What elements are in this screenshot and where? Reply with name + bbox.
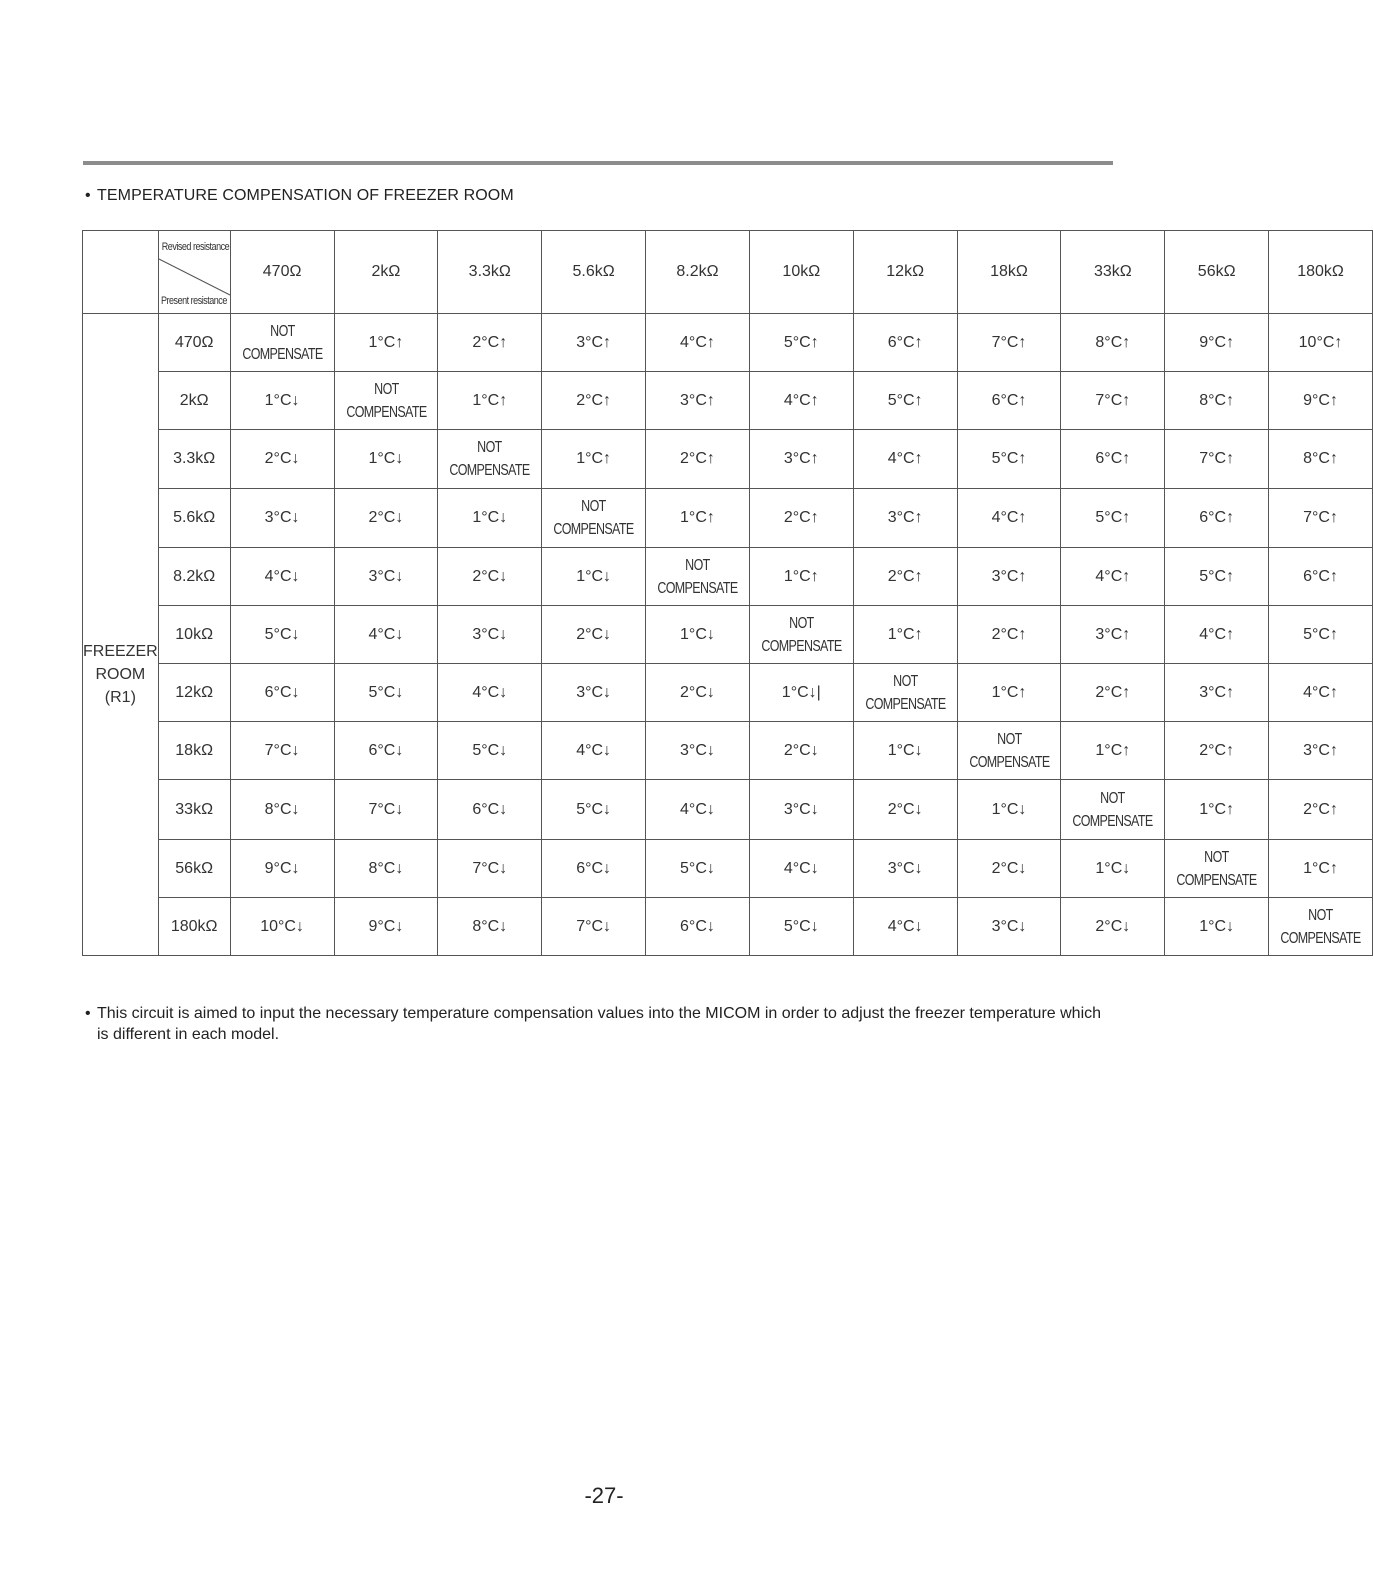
row-group-label-line: (R1) xyxy=(104,689,136,706)
compensation-cell: 7°C↑ xyxy=(1061,372,1165,430)
compensation-cell: 2°C↑ xyxy=(853,548,957,606)
compensation-cell: 4°C↓ xyxy=(438,664,542,722)
not-compensate-cell xyxy=(853,664,957,722)
not-compensate-cell xyxy=(334,372,438,430)
compensation-cell: 7°C↓ xyxy=(542,898,646,956)
corner-blank-cell xyxy=(83,231,159,314)
compensation-cell: 3°C↑ xyxy=(1165,664,1269,722)
compensation-cell: 7°C↓ xyxy=(438,840,542,898)
compensation-cell: 5°C↓ xyxy=(438,722,542,780)
compensation-cell: 4°C↓ xyxy=(853,898,957,956)
table-row xyxy=(83,489,1373,548)
not-compensate-cell xyxy=(1165,840,1269,898)
compensation-cell: 1°C↓ xyxy=(646,606,750,664)
row-header: 5.6kΩ xyxy=(158,489,230,548)
col-header-3-3k: 3.3kΩ xyxy=(438,231,542,314)
compensation-cell: 1°C↓ xyxy=(542,548,646,606)
compensation-cell: 5°C↓ xyxy=(542,780,646,840)
bullet: • xyxy=(85,187,91,204)
compensation-cell: 2°C↑ xyxy=(1165,722,1269,780)
not-compensate-text: NOT COMPENSATE xyxy=(1280,906,1361,947)
header-row xyxy=(83,231,1373,314)
col-header-33k: 33kΩ xyxy=(1061,231,1165,314)
compensation-cell: 3°C↑ xyxy=(542,314,646,372)
not-compensate-text: NOT COMPENSATE xyxy=(1072,789,1153,830)
compensation-cell: 4°C↓ xyxy=(749,840,853,898)
compensation-cell: 8°C↓ xyxy=(438,898,542,956)
compensation-cell: 4°C↑ xyxy=(957,489,1061,548)
compensation-cell: 3°C↓ xyxy=(334,548,438,606)
table-row xyxy=(83,548,1373,606)
compensation-cell: 5°C↓ xyxy=(646,840,750,898)
compensation-cell: 3°C↓ xyxy=(438,606,542,664)
compensation-cell: 3°C↑ xyxy=(853,489,957,548)
compensation-cell: 4°C↓ xyxy=(334,606,438,664)
col-header-12k: 12kΩ xyxy=(853,231,957,314)
compensation-cell: 6°C↓ xyxy=(230,664,334,722)
table-row xyxy=(83,314,1373,372)
compensation-cell: 1°C↑ xyxy=(1269,840,1373,898)
not-compensate-text: NOT COMPENSATE xyxy=(761,614,842,655)
table-row xyxy=(83,430,1373,489)
compensation-cell: 6°C↑ xyxy=(957,372,1061,430)
col-header-10k: 10kΩ xyxy=(749,231,853,314)
row-header: 56kΩ xyxy=(158,840,230,898)
compensation-cell: 3°C↑ xyxy=(1061,606,1165,664)
compensation-cell: 3°C↓ xyxy=(646,722,750,780)
compensation-cell: 3°C↓ xyxy=(542,664,646,722)
row-header: 3.3kΩ xyxy=(158,430,230,489)
compensation-cell: 1°C↓ xyxy=(957,780,1061,840)
compensation-cell: 9°C↑ xyxy=(1165,314,1269,372)
not-compensate-cell xyxy=(230,314,334,372)
footnote xyxy=(85,1003,1125,1045)
compensation-cell: 4°C↓ xyxy=(646,780,750,840)
compensation-cell: 1°C↑ xyxy=(1061,722,1165,780)
compensation-cell: 4°C↑ xyxy=(1061,548,1165,606)
revised-resistance-label: Revised resistance xyxy=(161,241,229,253)
compensation-cell: 1°C↑ xyxy=(1165,780,1269,840)
row-header: 18kΩ xyxy=(158,722,230,780)
not-compensate-text: NOT COMPENSATE xyxy=(865,672,946,713)
compensation-cell: 5°C↑ xyxy=(1061,489,1165,548)
corner-diagonal-cell xyxy=(158,231,230,314)
compensation-cell: 2°C↑ xyxy=(438,314,542,372)
compensation-cell: 5°C↑ xyxy=(853,372,957,430)
compensation-cell: 4°C↓ xyxy=(230,548,334,606)
compensation-cell: 2°C↑ xyxy=(1061,664,1165,722)
row-group-label xyxy=(83,314,159,956)
section-heading xyxy=(85,187,514,205)
compensation-cell: 2°C↓ xyxy=(957,840,1061,898)
compensation-cell: 4°C↑ xyxy=(749,372,853,430)
compensation-cell: 5°C↓ xyxy=(334,664,438,722)
compensation-cell: 4°C↑ xyxy=(646,314,750,372)
not-compensate-text: NOT COMPENSATE xyxy=(1176,848,1257,889)
compensation-cell: 1°C↓ xyxy=(1165,898,1269,956)
col-header-56k: 56kΩ xyxy=(1165,231,1269,314)
compensation-cell: 10°C↑ xyxy=(1269,314,1373,372)
compensation-cell: 2°C↑ xyxy=(542,372,646,430)
compensation-cell: 4°C↑ xyxy=(1165,606,1269,664)
col-header-470: 470Ω xyxy=(230,231,334,314)
compensation-cell: 6°C↑ xyxy=(853,314,957,372)
table-row xyxy=(83,898,1373,956)
not-compensate-cell xyxy=(1061,780,1165,840)
compensation-cell: 3°C↓ xyxy=(749,780,853,840)
row-header: 8.2kΩ xyxy=(158,548,230,606)
not-compensate-cell xyxy=(957,722,1061,780)
compensation-cell: 6°C↑ xyxy=(1269,548,1373,606)
row-header: 33kΩ xyxy=(158,780,230,840)
row-header: 12kΩ xyxy=(158,664,230,722)
compensation-cell: 5°C↑ xyxy=(749,314,853,372)
col-header-18k: 18kΩ xyxy=(957,231,1061,314)
compensation-cell: 5°C↓ xyxy=(230,606,334,664)
row-group-label-line: ROOM xyxy=(95,666,146,683)
compensation-cell: 1°C↑ xyxy=(749,548,853,606)
table-row xyxy=(83,372,1373,430)
compensation-cell: 2°C↓ xyxy=(230,430,334,489)
compensation-cell: 1°C↑ xyxy=(646,489,750,548)
not-compensate-cell xyxy=(1269,898,1373,956)
compensation-cell: 7°C↑ xyxy=(1269,489,1373,548)
compensation-cell: 2°C↓ xyxy=(1061,898,1165,956)
compensation-cell: 6°C↓ xyxy=(646,898,750,956)
compensation-cell: 3°C↑ xyxy=(646,372,750,430)
not-compensate-text: NOT COMPENSATE xyxy=(968,730,1050,771)
compensation-cell: 10°C↓ xyxy=(230,898,334,956)
compensation-cell: 4°C↑ xyxy=(1269,664,1373,722)
compensation-cell: 2°C↓ xyxy=(646,664,750,722)
compensation-cell: 8°C↓ xyxy=(334,840,438,898)
compensation-cell: 2°C↑ xyxy=(957,606,1061,664)
compensation-cell: 7°C↑ xyxy=(1165,430,1269,489)
not-compensate-text: NOT COMPENSATE xyxy=(553,498,634,538)
compensation-cell: 1°C↓ xyxy=(230,372,334,430)
compensation-cell: 5°C↑ xyxy=(1165,548,1269,606)
col-header-2k: 2kΩ xyxy=(334,231,438,314)
row-group-label-line: FREEZER xyxy=(83,643,158,660)
compensation-cell: 5°C↑ xyxy=(957,430,1061,489)
compensation-cell: 6°C↓ xyxy=(542,840,646,898)
compensation-cell: 2°C↓ xyxy=(438,548,542,606)
compensation-cell: 5°C↑ xyxy=(1269,606,1373,664)
not-compensate-cell xyxy=(542,489,646,548)
compensation-cell: 9°C↓ xyxy=(230,840,334,898)
compensation-cell: 6°C↑ xyxy=(1061,430,1165,489)
page-number: -27- xyxy=(584,1483,624,1508)
compensation-cell: 1°C↓ xyxy=(853,722,957,780)
row-header: 180kΩ xyxy=(158,898,230,956)
compensation-cell: 7°C↓ xyxy=(230,722,334,780)
not-compensate-text: NOT COMPENSATE xyxy=(657,556,738,597)
compensation-cell: 3°C↑ xyxy=(749,430,853,489)
compensation-cell: 7°C↑ xyxy=(957,314,1061,372)
compensation-cell: 6°C↓ xyxy=(438,780,542,840)
compensation-cell: 4°C↓ xyxy=(542,722,646,780)
table-row xyxy=(83,664,1373,722)
compensation-cell: 2°C↓ xyxy=(749,722,853,780)
compensation-cell: 2°C↑ xyxy=(749,489,853,548)
bullet: • xyxy=(85,1005,91,1022)
not-compensate-cell xyxy=(438,430,542,489)
compensation-table xyxy=(82,230,1373,956)
not-compensate-text: NOT COMPENSATE xyxy=(345,380,427,421)
compensation-cell: 8°C↓ xyxy=(230,780,334,840)
col-header-180k: 180kΩ xyxy=(1269,231,1373,314)
heading-text: TEMPERATURE COMPENSATION OF FREEZER ROOM xyxy=(97,187,514,204)
compensation-cell: 2°C↑ xyxy=(646,430,750,489)
top-rule xyxy=(83,161,1113,165)
compensation-cell: 6°C↑ xyxy=(1165,489,1269,548)
compensation-cell: 3°C↓ xyxy=(957,898,1061,956)
compensation-cell: 7°C↓ xyxy=(334,780,438,840)
not-compensate-text: NOT COMPENSATE xyxy=(241,322,323,363)
compensation-cell: 1°C↑ xyxy=(542,430,646,489)
compensation-cell: 4°C↑ xyxy=(853,430,957,489)
col-header-8-2k: 8.2kΩ xyxy=(646,231,750,314)
row-header: 10kΩ xyxy=(158,606,230,664)
compensation-cell: 8°C↑ xyxy=(1269,430,1373,489)
not-compensate-text: NOT COMPENSATE xyxy=(449,439,530,479)
row-header: 2kΩ xyxy=(158,372,230,430)
table-row xyxy=(83,840,1373,898)
table-row xyxy=(83,780,1373,840)
row-header: 470Ω xyxy=(158,314,230,372)
compensation-cell: 2°C↓ xyxy=(542,606,646,664)
compensation-cell: 1°C↓| xyxy=(749,664,853,722)
compensation-cell: 6°C↓ xyxy=(334,722,438,780)
compensation-cell: 3°C↓ xyxy=(230,489,334,548)
compensation-cell: 1°C↓ xyxy=(438,489,542,548)
compensation-cell: 1°C↓ xyxy=(334,430,438,489)
compensation-cell: 8°C↑ xyxy=(1061,314,1165,372)
col-header-5-6k: 5.6kΩ xyxy=(542,231,646,314)
compensation-cell: 1°C↑ xyxy=(957,664,1061,722)
compensation-cell: 9°C↓ xyxy=(334,898,438,956)
compensation-cell: 1°C↑ xyxy=(334,314,438,372)
compensation-cell: 2°C↑ xyxy=(1269,780,1373,840)
footnote-text: This circuit is aimed to input the necessary temperature compensation values into the MICOM in order to adjust the freezer temperature which is different in each model. xyxy=(97,1005,1102,1043)
compensation-cell: 1°C↓ xyxy=(1061,840,1165,898)
not-compensate-cell xyxy=(749,606,853,664)
compensation-cell: 1°C↑ xyxy=(438,372,542,430)
present-resistance-label: Present resistance xyxy=(160,295,227,307)
compensation-cell: 9°C↑ xyxy=(1269,372,1373,430)
compensation-cell: 3°C↓ xyxy=(853,840,957,898)
compensation-cell: 2°C↓ xyxy=(853,780,957,840)
compensation-cell: 8°C↑ xyxy=(1165,372,1269,430)
compensation-cell: 5°C↓ xyxy=(749,898,853,956)
compensation-cell: 3°C↑ xyxy=(1269,722,1373,780)
compensation-cell: 3°C↑ xyxy=(957,548,1061,606)
compensation-cell: 2°C↓ xyxy=(334,489,438,548)
not-compensate-cell xyxy=(646,548,750,606)
table-row xyxy=(83,606,1373,664)
compensation-cell: 1°C↑ xyxy=(853,606,957,664)
table-row xyxy=(83,722,1373,780)
